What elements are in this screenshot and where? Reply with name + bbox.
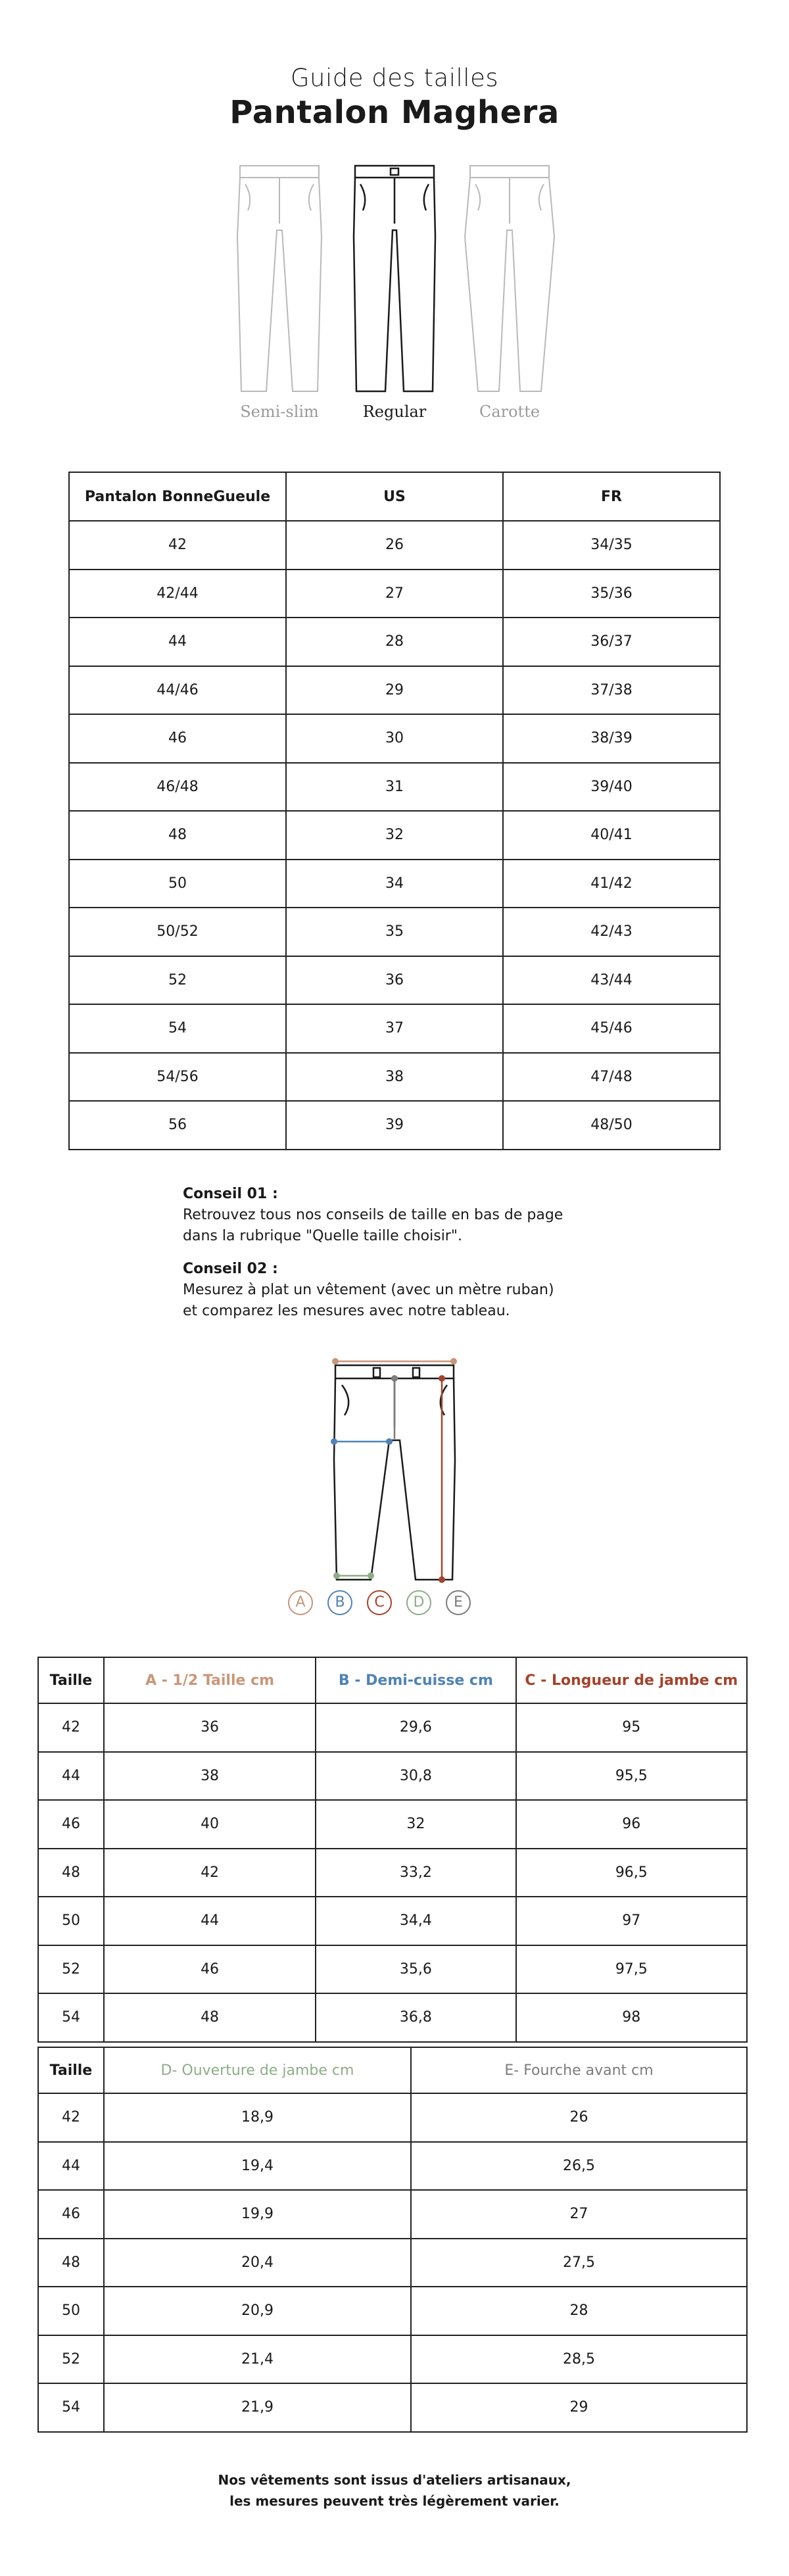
table-row: [69, 618, 720, 666]
table-cell: 28,5: [411, 2335, 747, 2384]
table-cell: 27: [411, 2190, 747, 2239]
table-cell: 28: [411, 2287, 747, 2335]
table-row: [38, 2335, 747, 2384]
table-cell: 96,5: [516, 1849, 747, 1897]
table-cell: 54: [38, 1993, 104, 2042]
table-cell: 44: [104, 1897, 316, 1945]
table-cell: 32: [286, 811, 503, 860]
table-cell: 34: [286, 860, 503, 908]
table-cell: 36,8: [316, 1993, 515, 2042]
table-cell: 44: [38, 1752, 104, 1801]
table-cell: 95,5: [516, 1752, 747, 1801]
table-row: [38, 1897, 747, 1945]
table-row: [69, 570, 720, 618]
table-row: [38, 2142, 747, 2191]
table-row: [38, 2287, 747, 2335]
table-cell: 34,4: [316, 1897, 515, 1945]
footer-line: les mesures peuvent très légèrement varier.: [229, 2493, 560, 2509]
table-cell: 97,5: [516, 1945, 747, 1994]
table-cell: 52: [38, 2335, 104, 2384]
table-cell: 35,6: [316, 1945, 515, 1994]
table-cell: 41/42: [503, 860, 720, 908]
table-cell: 43/44: [503, 956, 720, 1005]
measurements-table-abc: [37, 1657, 748, 2043]
tip-text: dans la rubrique "Quelle taille choisir".: [183, 1228, 462, 1244]
fit-label-regular: Regular: [362, 402, 427, 421]
table-row: [69, 1101, 720, 1150]
column-header: D- Ouverture de jambe cm: [104, 2047, 411, 2093]
table-cell: 42: [104, 1849, 316, 1897]
table-row: [69, 908, 720, 956]
column-header: Pantalon BonneGueule: [69, 472, 286, 521]
table-cell: 27: [286, 570, 503, 618]
table-cell: 48/50: [503, 1101, 720, 1150]
table-cell: 50: [69, 860, 286, 908]
size-tips: [183, 1184, 643, 1334]
table-cell: 20,4: [104, 2239, 411, 2287]
table-cell: 42: [69, 521, 286, 570]
table-cell: 54: [38, 2383, 104, 2432]
table-cell: 31: [286, 763, 503, 812]
table-cell: 42: [38, 1703, 104, 1752]
measurement-diagram: [276, 1355, 513, 1631]
table-row: [69, 811, 720, 860]
table-cell: 29: [411, 2383, 747, 2432]
table-cell: 21,9: [104, 2383, 411, 2432]
table-cell: 38/39: [503, 714, 720, 763]
semi-slim-trousers-icon: [233, 158, 325, 395]
table-cell: 44: [69, 618, 286, 666]
table-cell: 46: [38, 2190, 104, 2239]
table-cell: 97: [516, 1897, 747, 1945]
table-cell: 26,5: [411, 2142, 747, 2191]
table-row: [69, 1053, 720, 1102]
tip-title: Conseil 01 :: [183, 1186, 278, 1202]
table-cell: 27,5: [411, 2239, 747, 2287]
table-row: [38, 1703, 747, 1752]
legend-letter-e: E: [446, 1590, 471, 1615]
table-cell: 44/46: [69, 666, 286, 715]
table-row: [69, 763, 720, 812]
column-header: Taille: [38, 1657, 104, 1703]
trousers-measurement-icon: [276, 1355, 513, 1592]
table-row: [69, 956, 720, 1005]
table-row: [69, 714, 720, 763]
table-cell: 28: [286, 618, 503, 666]
table-cell: 42: [38, 2093, 104, 2142]
table-cell: 52: [38, 1945, 104, 1994]
table-cell: 26: [286, 521, 503, 570]
footer-note: [0, 2469, 789, 2512]
table-cell: 98: [516, 1993, 747, 2042]
column-header: Taille: [38, 2047, 104, 2093]
tip-text: Retrouvez tous nos conseils de taille en bas de page: [183, 1207, 563, 1223]
table-cell: 37: [286, 1004, 503, 1053]
table-cell: 50/52: [69, 908, 286, 956]
table-cell: 35: [286, 908, 503, 956]
table-row: [69, 1004, 720, 1053]
table-header-row: [69, 472, 720, 521]
table-row: [38, 1752, 747, 1801]
table-cell: 21,4: [104, 2335, 411, 2384]
table-cell: 46: [104, 1945, 316, 1994]
table-cell: 33,2: [316, 1849, 515, 1897]
table-cell: 56: [69, 1101, 286, 1150]
table-cell: 96: [516, 1800, 747, 1849]
table-cell: 40/41: [503, 811, 720, 860]
table-cell: 36/37: [503, 618, 720, 666]
table-cell: 47/48: [503, 1053, 720, 1102]
table-cell: 46: [38, 1800, 104, 1849]
table-cell: 37/38: [503, 666, 720, 715]
table-cell: 54/56: [69, 1053, 286, 1102]
table-cell: 18,9: [104, 2093, 411, 2142]
column-header: E- Fourche avant cm: [411, 2047, 747, 2093]
table-cell: 44: [38, 2142, 104, 2191]
table-cell: 48: [38, 1849, 104, 1897]
table-cell: 19,4: [104, 2142, 411, 2191]
table-cell: 26: [411, 2093, 747, 2142]
table-cell: 40: [104, 1800, 316, 1849]
table-row: [38, 1849, 747, 1897]
table-cell: 50: [38, 1897, 104, 1945]
table-cell: 38: [104, 1752, 316, 1801]
page-title: Pantalon Maghera: [229, 94, 560, 131]
table-header-row: [38, 1657, 747, 1703]
legend-letter-c: C: [367, 1590, 392, 1615]
column-header: US: [286, 472, 503, 521]
table-row: [38, 1800, 747, 1849]
table-cell: 52: [69, 956, 286, 1005]
fit-semi-slim: [227, 158, 332, 421]
footer-line: Nos vêtements sont issus d'ateliers artisanaux,: [218, 2472, 571, 2488]
table-row: [69, 860, 720, 908]
carotte-trousers-icon: [464, 158, 556, 395]
table-cell: 50: [38, 2287, 104, 2335]
column-header: B - Demi-cuisse cm: [316, 1657, 515, 1703]
table-cell: 46: [69, 714, 286, 763]
tip-text: Mesurez à plat un vêtement (avec un mètre ruban): [183, 1282, 554, 1298]
table-cell: 20,9: [104, 2287, 411, 2335]
table-cell: 42/44: [69, 570, 286, 618]
column-header: FR: [503, 472, 720, 521]
table-cell: 32: [316, 1800, 515, 1849]
table-cell: 38: [286, 1053, 503, 1102]
fit-regular: [342, 158, 447, 421]
table-row: [69, 521, 720, 570]
size-conversion-table: [68, 472, 721, 1150]
legend-letter-d: D: [406, 1590, 431, 1615]
legend-letter-a: A: [288, 1590, 313, 1615]
column-header: C - Longueur de jambe cm: [516, 1657, 747, 1703]
fit-carotte: [457, 158, 562, 421]
table-row: [38, 2190, 747, 2239]
table-cell: 45/46: [503, 1004, 720, 1053]
page-subtitle: Guide des tailles: [290, 64, 499, 92]
table-row: [38, 2239, 747, 2287]
table-cell: 54: [69, 1004, 286, 1053]
table-cell: 34/35: [503, 521, 720, 570]
tip-2: [183, 1259, 643, 1322]
column-header: A - 1/2 Taille cm: [104, 1657, 316, 1703]
tip-1: [183, 1184, 643, 1247]
table-cell: 30,8: [316, 1752, 515, 1801]
table-cell: 95: [516, 1703, 747, 1752]
table-cell: 46/48: [69, 763, 286, 812]
tip-title: Conseil 02 :: [183, 1261, 278, 1277]
table-cell: 48: [38, 2239, 104, 2287]
table-header-row: [38, 2047, 747, 2093]
table-cell: 48: [104, 1993, 316, 2042]
table-cell: 30: [286, 714, 503, 763]
table-cell: 39: [286, 1101, 503, 1150]
legend-letter-b: B: [327, 1590, 352, 1615]
table-row: [38, 1993, 747, 2042]
table-row: [38, 2383, 747, 2432]
table-cell: 29: [286, 666, 503, 715]
table-cell: 39/40: [503, 763, 720, 812]
table-row: [69, 666, 720, 715]
regular-trousers-icon: [348, 158, 441, 395]
table-row: [38, 1945, 747, 1994]
table-cell: 48: [69, 811, 286, 860]
table-cell: 29,6: [316, 1703, 515, 1752]
table-cell: 36: [286, 956, 503, 1005]
table-cell: 36: [104, 1703, 316, 1752]
table-cell: 42/43: [503, 908, 720, 956]
measurement-legend: [288, 1590, 505, 1616]
fit-label-semi-slim: Semi-slim: [240, 402, 319, 421]
table-cell: 19,9: [104, 2190, 411, 2239]
fit-illustrations: [0, 158, 789, 434]
measurements-table-de: [37, 2047, 748, 2433]
table-row: [38, 2093, 747, 2142]
fit-label-carotte: Carotte: [479, 402, 540, 421]
table-cell: 35/36: [503, 570, 720, 618]
tip-text: et comparez les mesures avec notre tableau.: [183, 1303, 510, 1319]
